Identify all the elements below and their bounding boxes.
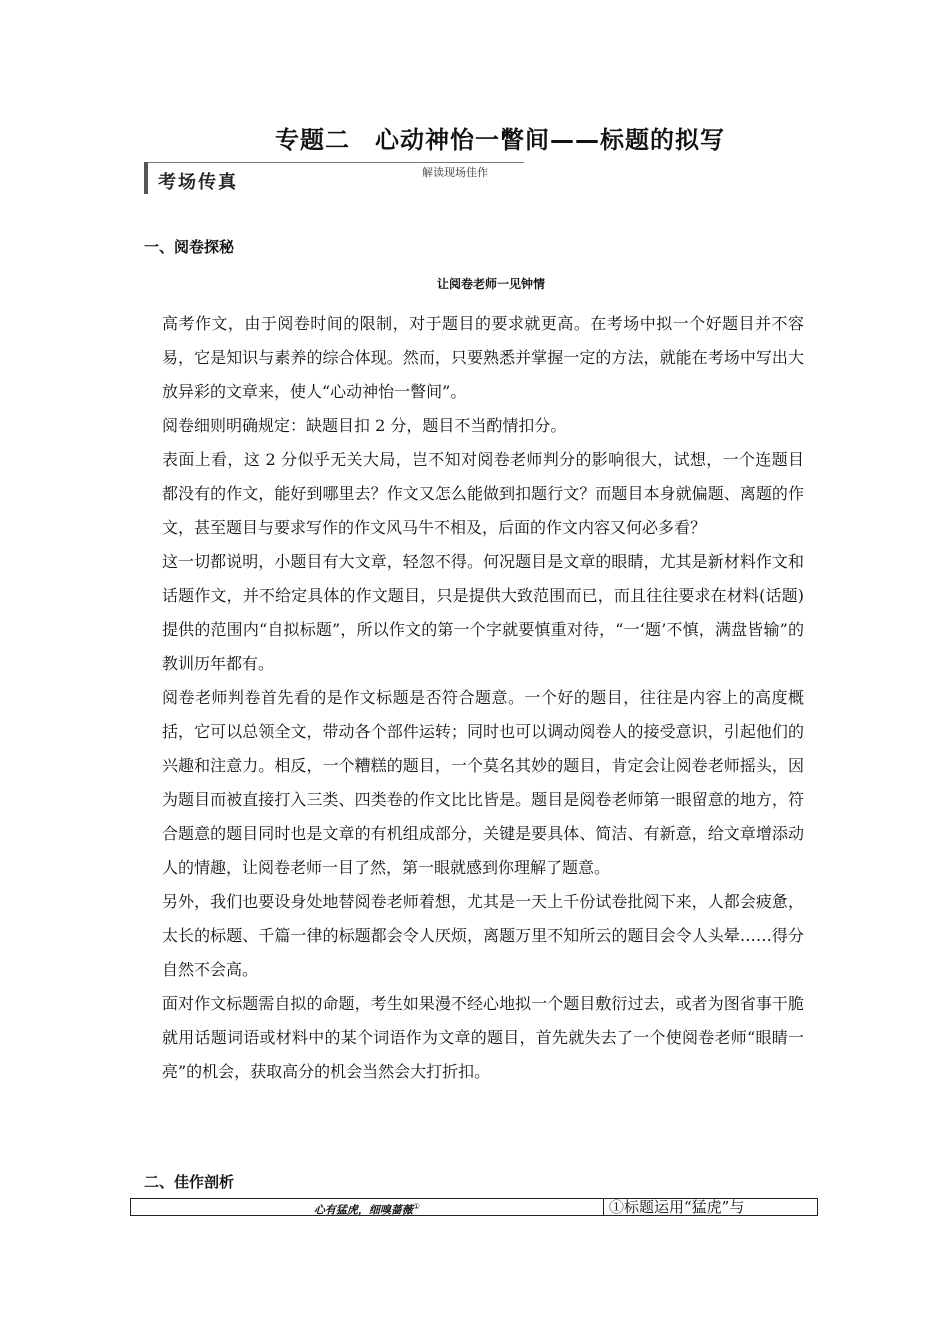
banner-subtitle: 解读现场佳作 bbox=[422, 166, 488, 179]
page-title: 专题二 心动神怡一瞥间——标题的拟写 bbox=[275, 126, 725, 154]
section-subtitle: 让阅卷老师一见钟情 bbox=[436, 277, 545, 291]
annotation-cell: ①标题运用“猛虎”与 bbox=[609, 1198, 745, 1216]
essay-analysis-table bbox=[130, 1198, 818, 1216]
banner-label: 考场传真 bbox=[158, 172, 238, 193]
paragraph: 高考作文，由于阅卷时间的限制，对于题目的要求就更高。在考场中拟一个好题目并不容易，它是知识与素养的综合体现。然而，只要熟悉并掌握一定的方法，就能在考场中写出大放异彩的文章来，使人“心动神怡一瞥间”。 bbox=[162, 314, 804, 401]
banner-bar bbox=[144, 162, 148, 194]
section-banner bbox=[144, 160, 524, 194]
paragraph: 阅卷细则明确规定：缺题目扣 2 分，题目不当酌情扣分。 bbox=[162, 416, 567, 435]
paragraph: 这一切都说明，小题目有大文章，轻忽不得。何况题目是文章的眼睛，尤其是新材料作文和话题作文，并不给定具体的作文题目，只是提供大致范围而已，而且往往要求在材料(话题)提供的范围内“自拟标题”，所以作文的第一个字就要慎重对待，“一‘题’不慎，满盘皆输”的教训历年都有。 bbox=[162, 552, 804, 673]
section-heading-1: 一、阅卷探秘 bbox=[144, 238, 235, 256]
paragraph: 表面上看，这 2 分似乎无关大局，岂不知对阅卷老师判分的影响很大，试想，一个连题目都没有的作文，能好到哪里去？作文又怎么能做到扣题行文？而题目本身就偏题、离题的作文，甚至题目与要求写作的作文风马牛不相及，后面的作文内容又何必多看？ bbox=[162, 450, 804, 537]
paragraph: 阅卷老师判卷首先看的是作文标题是否符合题意。一个好的题目，往往是内容上的高度概括，它可以总领全文，带动各个部件运转；同时也可以调动阅卷人的接受意识，引起他们的兴趣和注意力。相反，一个糟糕的题目，一个莫名其妙的题目，肯定会让阅卷老师摇头，因为题目而被直接打入三类、四类卷的作文比比皆是。题目是阅卷老师第一眼留意的地方，符合题意的题目同时也是文章的有机组成部分，关键是要具体、简洁、有新意，给文章增添动人的情趣，让阅卷老师一目了然，第一眼就感到你理解了题意。 bbox=[162, 688, 804, 877]
note-marker: ① bbox=[412, 1202, 421, 1211]
banner-rule bbox=[144, 162, 524, 163]
essay-title: 心有猛虎，细嗅蔷薇 bbox=[313, 1203, 413, 1217]
essay-title-cell bbox=[131, 1199, 604, 1215]
article-body bbox=[162, 307, 804, 1089]
paragraph: 另外，我们也要设身处地替阅卷老师着想，尤其是一天上千份试卷批阅下来，人都会疲惫，太长的标题、千篇一律的标题都会令人厌烦，离题万里不知所云的题目会令人头晕……得分自然不会高。 bbox=[162, 892, 804, 979]
paragraph: 面对作文标题需自拟的命题，考生如果漫不经心地拟一个题目敷衍过去，或者为图省事干脆就用话题词语或材料中的某个词语作为文章的题目，首先就失去了一个使阅卷老师“眼睛一亮”的机会，获取高分的机会当然会大打折扣。 bbox=[162, 994, 804, 1081]
section-heading-2: 二、佳作剖析 bbox=[144, 1173, 235, 1191]
